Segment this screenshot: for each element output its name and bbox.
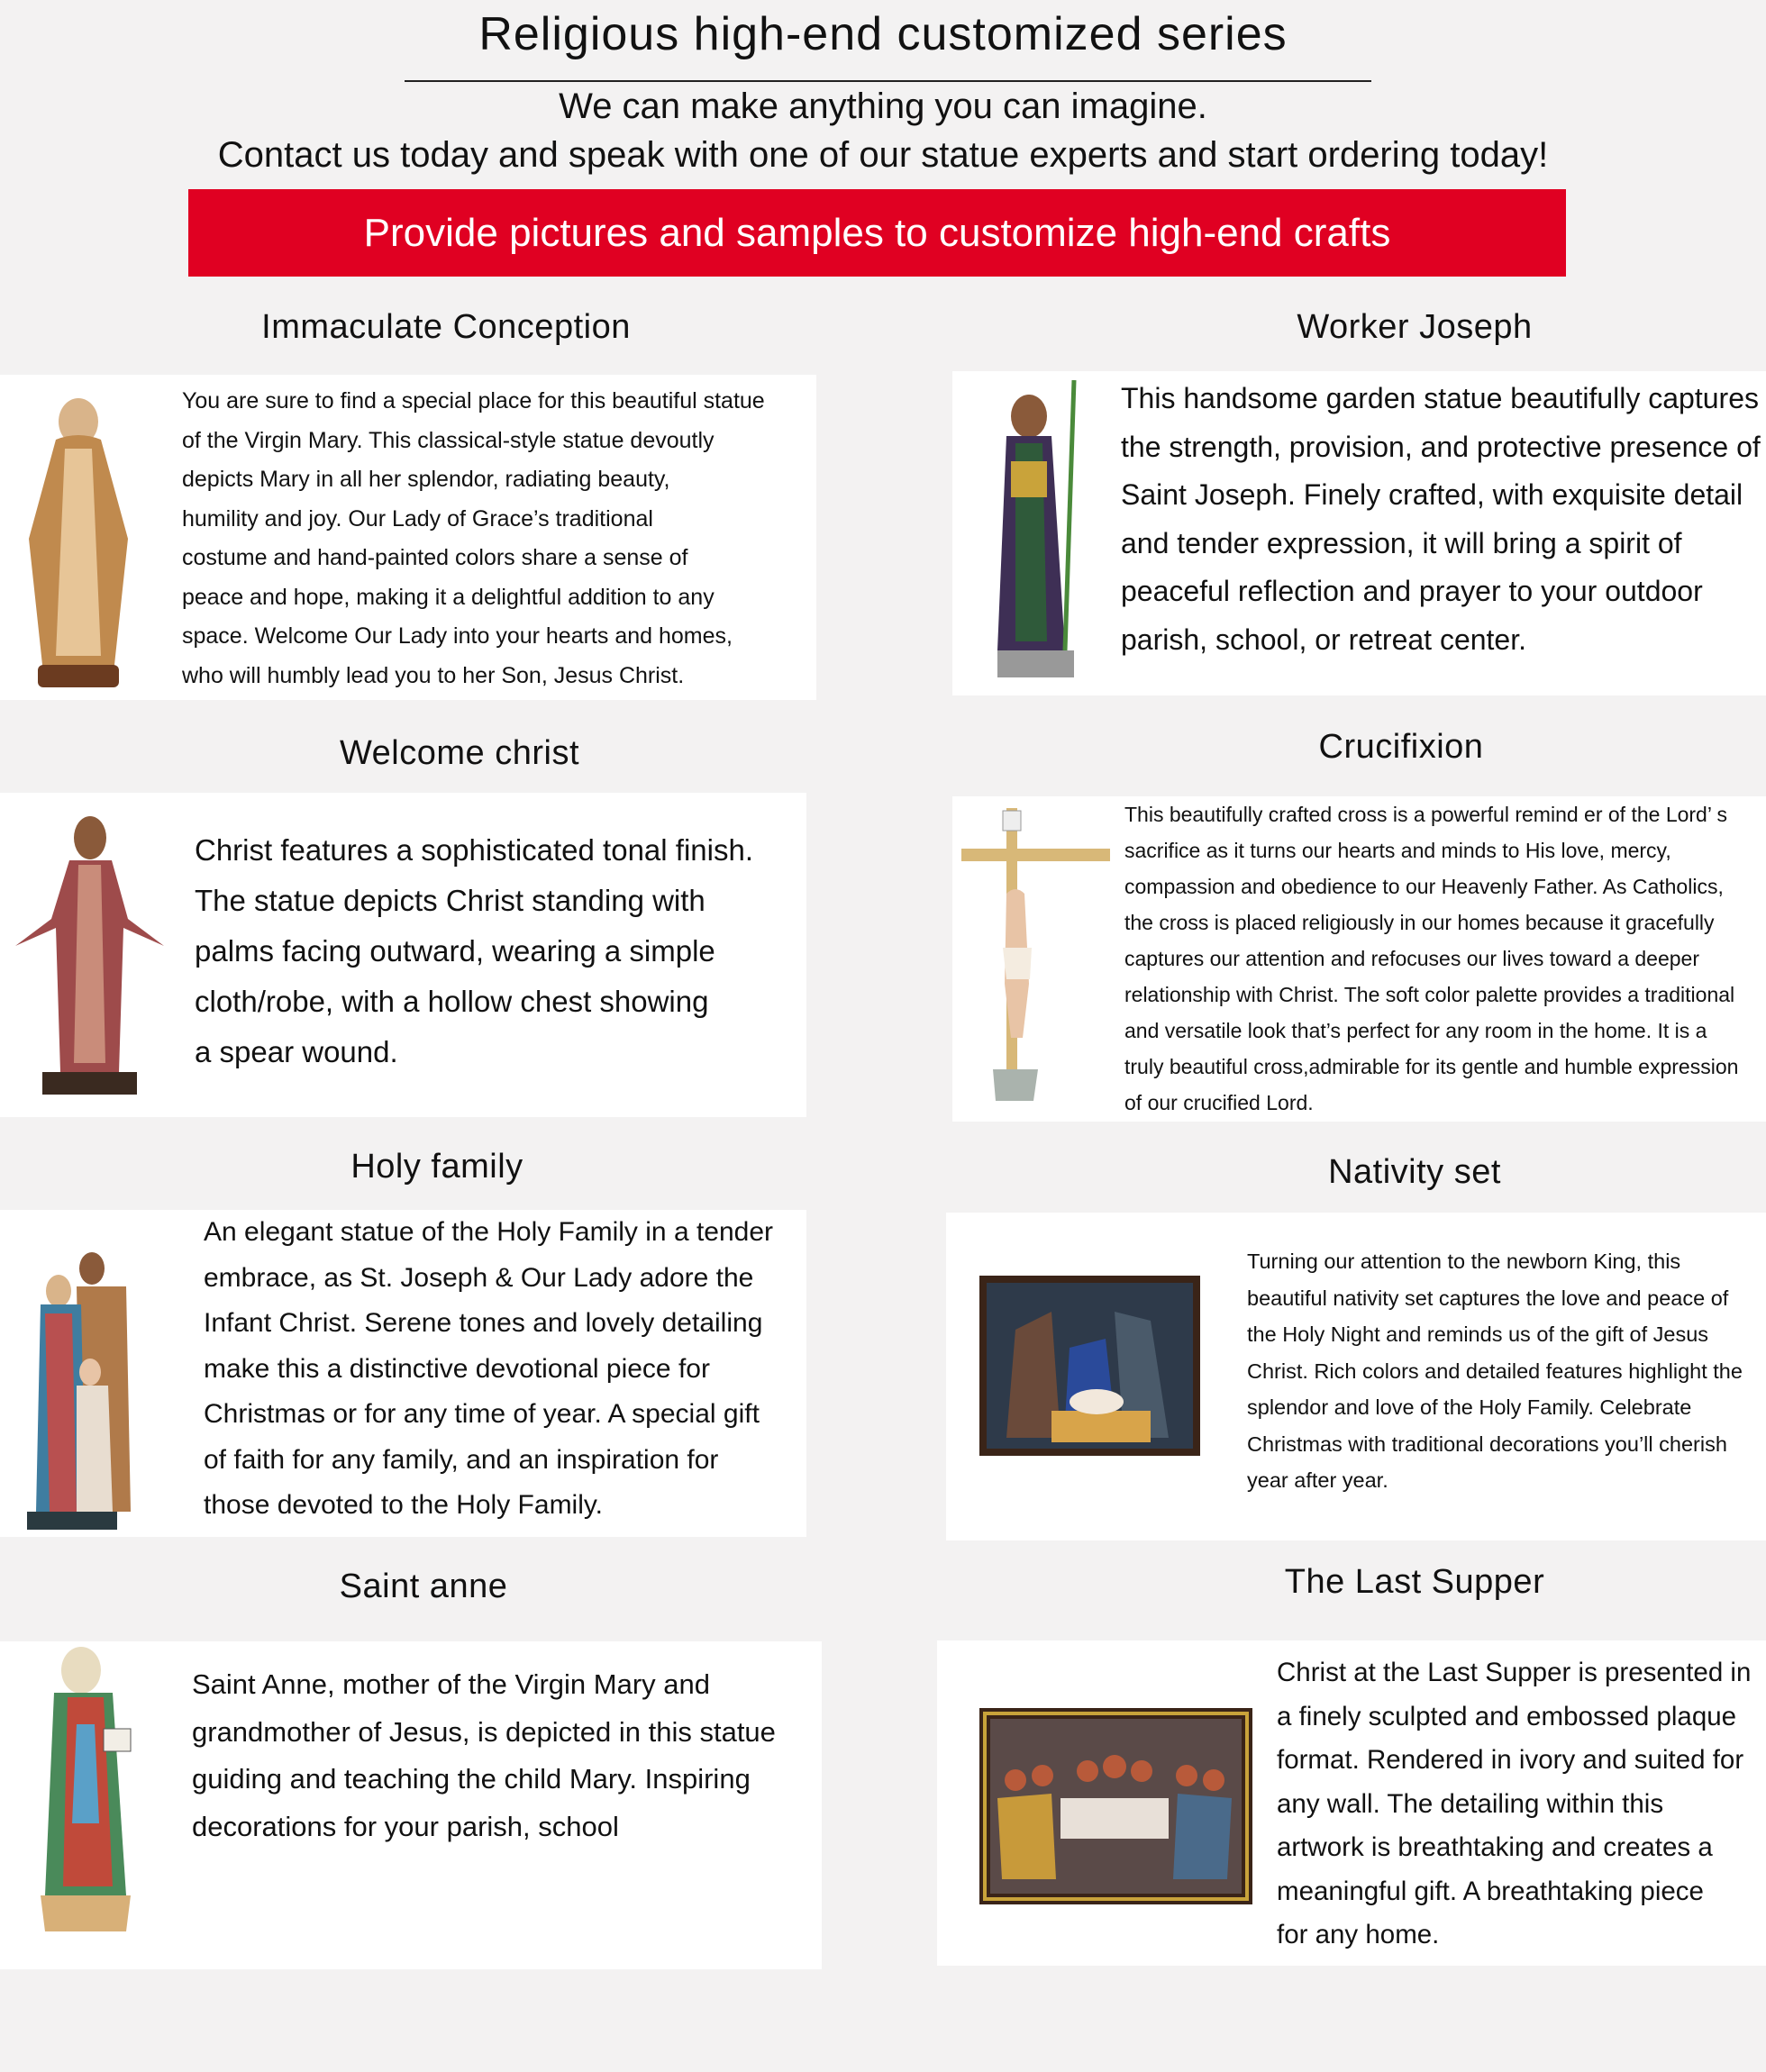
product-title-holy-family: Holy family — [350, 1148, 523, 1186]
nativity-plaque-image — [979, 1276, 1200, 1456]
product-title-immaculate-conception: Immaculate Conception — [261, 308, 631, 346]
product-description: Saint Anne, mother of the Virgin Mary and grandmother of Jesus, is depicted in this statue guiding and teaching the child Mary. Inspiring decorations for your parish, school — [192, 1668, 776, 1842]
product-description: You are sure to find a special place for this beautiful statue of the Virgin Mary. This classical-style statue devoutly depicts Mary in all her splendor, radiating beauty, humility and joy. Our Lady of Grace’s traditional costume and hand-painted colors share a sense of peace and hope, making it a delightful addition to any space. Welcome Our Lady into your hearts and homes, who will humbly lead you to her Son, Jesus Christ. — [182, 388, 765, 688]
holy-family-statue-image — [27, 1250, 153, 1537]
product-card-saint-anne[interactable] — [0, 1641, 822, 1969]
contact-line: Contact us today and speak with one of our statue experts and start ordering today! — [217, 135, 1549, 175]
product-title-welcome-christ: Welcome christ — [339, 734, 580, 772]
product-title-saint-anne: Saint anne — [339, 1568, 508, 1605]
product-title-crucifixion: Crucifixion — [1318, 728, 1484, 766]
product-card-holy-family[interactable] — [0, 1210, 806, 1537]
crucifix-image — [961, 804, 1115, 1110]
product-card-nativity-set[interactable] — [946, 1213, 1766, 1540]
virgin-mary-statue-image — [11, 386, 146, 692]
product-title-the-last-supper: The Last Supper — [1284, 1563, 1545, 1601]
product-card-crucifixion[interactable] — [952, 796, 1766, 1122]
product-card-welcome-christ[interactable] — [0, 793, 806, 1117]
product-card-immaculate-conception[interactable] — [0, 375, 816, 700]
last-supper-plaque-image — [979, 1708, 1252, 1904]
product-description: This handsome garden statue beautifully captures the strength, provision, and protective presence of Saint Joseph. Finely crafted, with exquisite detail and tender expression, it will bring a spirit of peaceful reflection and prayer to your outdoor parish, school, or retreat center. — [1121, 382, 1761, 656]
page-title: Religious high-end customized series — [478, 8, 1288, 60]
product-description: Turning our attention to the newborn King, this beautiful nativity set captures the love and peace of the Holy Night and reminds us of the gift of Jesus Christ. Rich colors and detailed features highlight the splendor and love of the Holy Family. Celebrate Christmas with traditional decorations you’ll cherish year after year. — [1247, 1250, 1743, 1492]
product-description: Christ at the Last Supper is presented in a finely sculpted and embossed plaque format. Rendered in ivory and suited for any wall. The detailing within this artwork is breathtaking and creates a meaningful gift. A breathtaking piece for any home. — [1277, 1658, 1752, 1949]
product-title-nativity-set: Nativity set — [1328, 1153, 1501, 1191]
christ-statue-image — [11, 811, 173, 1113]
saint-joseph-statue-image — [975, 380, 1101, 691]
product-description: An elegant statue of the Holy Family in a tender embrace, as St. Joseph & Our Lady adore the Infant Christ. Serene tones and lovely detailing make this a distinctive devotional piece for Christmas or for any time of year. A special gift of faith for any family, and an inspiration for those devoted to the Holy Family. — [204, 1217, 774, 1520]
customize-banner[interactable]: Provide pictures and samples to customize high-end crafts — [188, 189, 1566, 277]
title-divider — [405, 80, 1371, 82]
saint-anne-statue-image — [27, 1643, 144, 1940]
product-description: This beautifully crafted cross is a powerful remind er of the Lord’ s sacrifice as it turns our hearts and minds to His love, mercy, compassion and obedience to our Heavenly Father. As Catholics, the cross is placed religiously in our homes because it gracefully captures our attention and refocuses our lives toward a deeper relationship with Christ. The soft color palette provides a traditional and versatile look that’s perfect for any room in the home. It is a truly beautiful cross,admirable for its gentle and humble expression of our crucified Lord. — [1124, 803, 1739, 1114]
product-card-worker-joseph[interactable] — [952, 371, 1766, 695]
product-title-worker-joseph: Worker Joseph — [1297, 308, 1533, 346]
tagline: We can make anything you can imagine. — [559, 86, 1207, 126]
product-description: Christ features a sophisticated tonal finish. The statue depicts Christ standing with palms facing outward, wearing a simple cloth/robe, with a hollow chest showing a spear wound. — [195, 833, 753, 1068]
product-card-the-last-supper[interactable] — [937, 1640, 1766, 1966]
